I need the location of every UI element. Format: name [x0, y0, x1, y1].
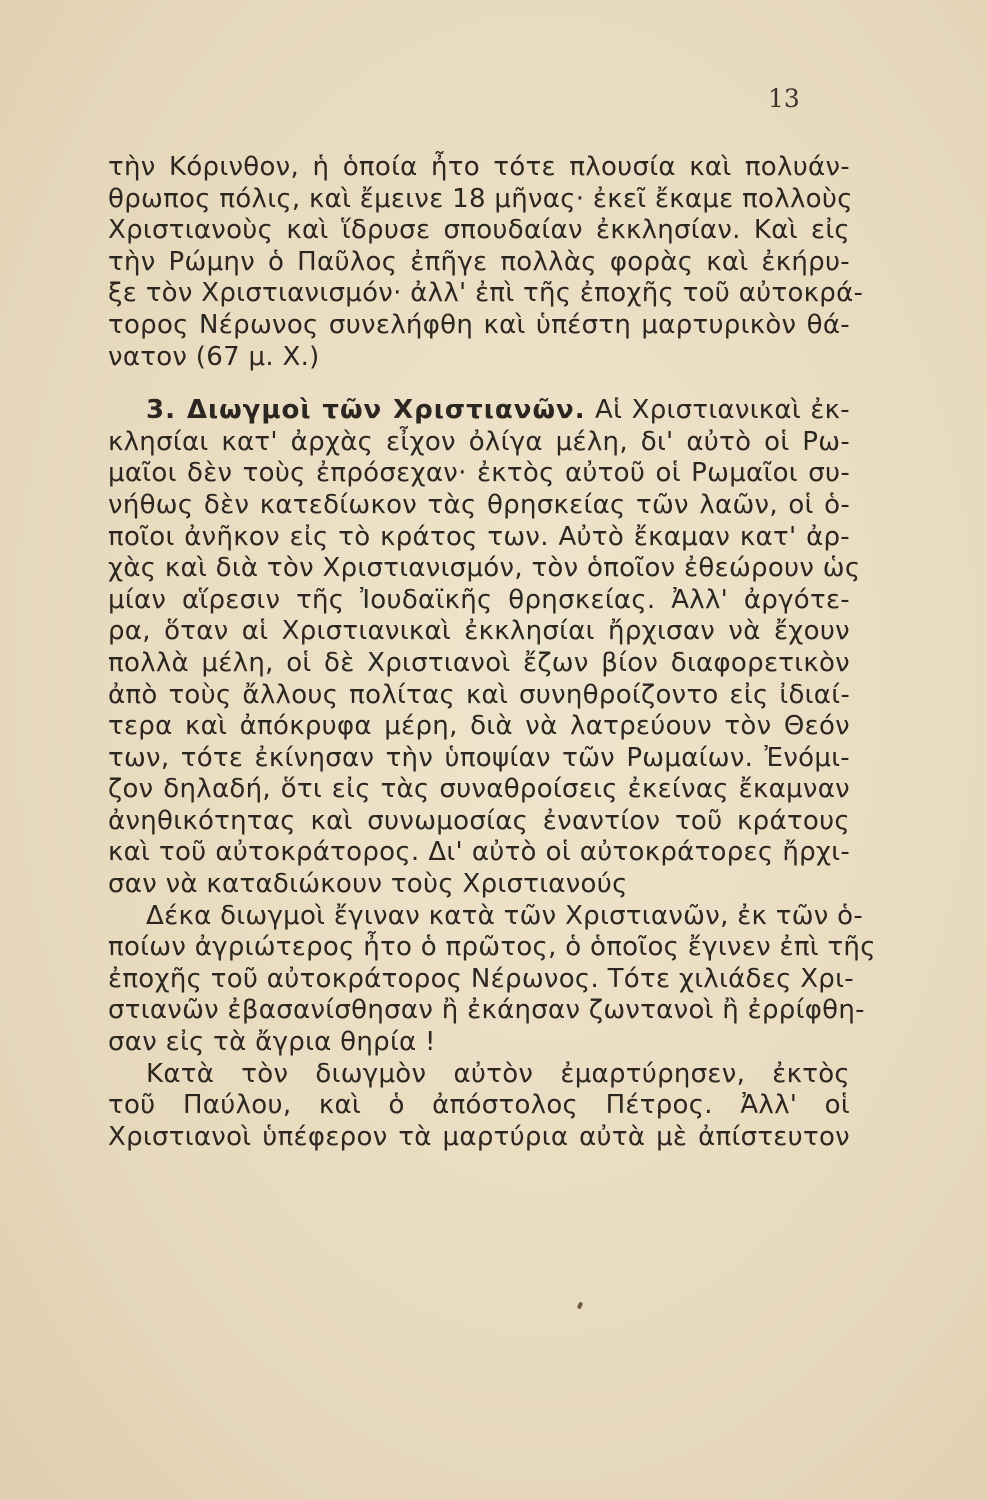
- text-line: Κατὰ τὸν διωγμὸν αὐτὸν ἐμαρτύρησεν, ἐκτὸς: [146, 1058, 850, 1089]
- text-line: Χριστιανοὺς καὶ ἵδρυσε σπουδαίαν ἐκκλησίαν. Καὶ εἰς: [108, 215, 850, 246]
- text-line: μίαν αἵρεσιν τῆς Ἰουδαϊκῆς θρησκείας. Ἀλλ' ἀργότε-: [108, 584, 850, 615]
- text-line: ποίων ἀγριώτερος ἦτο ὁ πρῶτος, ὁ ὁποῖος ἔγινεν ἐπὶ τῆς: [108, 932, 876, 963]
- text-line: χὰς καὶ διὰ τὸν Χριστιανισμόν, τὸν ὁποῖον ἐθεώρουν ὡς: [108, 553, 861, 584]
- text-line: ποῖοι ἀνῆκον εἰς τὸ κράτος των. Αὐτὸ ἔκαμαν κατ' ἀρ-: [108, 521, 850, 552]
- text-line: πολλὰ μέλη, οἱ δὲ Χριστιανοὶ ἔζων βίον διαφορετικὸν: [108, 647, 850, 678]
- text-line: τερα καὶ ἀπόκρυφα μέρη, διὰ νὰ λατρεύουν τὸν Θεόν: [108, 711, 850, 742]
- text-line: νήθως δὲν κατεδίωκον τὰς θρησκείας τῶν λαῶν, οἱ ὁ-: [108, 489, 850, 520]
- text-line: στιανῶν ἐβασανίσθησαν ἢ ἐκάησαν ζωντανοὶ ἢ ἐρρίφθη-: [108, 995, 865, 1026]
- text-line: ξε τὸν Χριστιανισμόν· ἀλλ' ἐπὶ τῆς ἐποχῆς τοῦ αὐτοκρά-: [108, 278, 864, 309]
- text-line: τὴν Κόρινθον, ἡ ὁποία ἦτο τότε πλουσία καὶ πολυάν-: [108, 152, 850, 182]
- ink-speck: [577, 1301, 584, 1309]
- text-line: ζον δηλαδή, ὅτι εἰς τὰς συναθροίσεις ἐκείνας ἔκαμναν: [108, 774, 850, 805]
- text-line: νατον (67 μ. Χ.): [108, 341, 320, 372]
- text-line: ἀνηθικότητας καὶ συνωμοσίας ἐναντίον τοῦ κράτους: [108, 805, 850, 836]
- text-line: σαν εἰς τὰ ἄγρια θηρία !: [108, 1027, 436, 1058]
- text-line: μαῖοι δὲν τοὺς ἐπρόσεχαν· ἐκτὸς αὐτοῦ οἱ Ρωμαῖοι συ-: [108, 458, 850, 489]
- text-line-rest: Αἱ Χριστιανικαὶ ἐκ-: [595, 395, 850, 426]
- text-line: καὶ τοῦ αὐτοκράτορος. Δι' αὐτὸ οἱ αὐτοκράτορες ἤρχι-: [108, 837, 850, 868]
- page-body-text: [108, 152, 876, 1153]
- text-line: των, τότε ἐκίνησαν τὴν ὑποψίαν τῶν Ρωμαίων. Ἐνόμι-: [108, 742, 850, 773]
- section-heading: 3. Διωγμοὶ τῶν Χριστιανῶν.: [146, 395, 586, 426]
- text-line: τὴν Ρώμην ὁ Παῦλος ἐπῆγε πολλὰς φορὰς καὶ ἐκήρυ-: [108, 246, 850, 277]
- text-line: ρα, ὅταν αἱ Χριστιανικαὶ ἐκκλησίαι ἤρχισαν νὰ ἔχουν: [108, 616, 850, 647]
- text-line: ἐποχῆς τοῦ αὐτοκράτορος Νέρωνος. Τότε χιλιάδες Χρι-: [108, 963, 854, 994]
- text-line: Χριστιανοὶ ὑπέφερον τὰ μαρτύρια αὐτὰ μὲ ἀπίστευτον: [108, 1121, 850, 1152]
- text-line: Δέκα διωγμοὶ ἔγιναν κατὰ τῶν Χριστιανῶν, ἐκ τῶν ὁ-: [146, 900, 864, 931]
- text-line: τορος Νέρωνος συνελήφθη καὶ ὑπέστη μαρτυρικὸν θά-: [108, 309, 850, 340]
- text-line: κλησίαι κατ' ἀρχὰς εἶχον ὀλίγα μέλη, δι' αὐτὸ οἱ Ρω-: [108, 426, 850, 457]
- section-heading-line: [108, 395, 850, 427]
- text-line: θρωπος πόλις, καὶ ἔμεινε 18 μῆνας· ἐκεῖ ἔκαμε πολλοὺς: [108, 183, 853, 214]
- page-number: 13: [768, 84, 800, 113]
- text-line: τοῦ Παύλου, καὶ ὁ ἀπόστολος Πέτρος. Ἀλλ' οἱ: [108, 1090, 850, 1121]
- text-line: ἀπὸ τοὺς ἄλλους πολίτας καὶ συνηθροίζοντο εἰς ἰδιαί-: [108, 679, 850, 710]
- text-line: σαν νὰ καταδιώκουν τοὺς Χριστιανούς: [108, 869, 628, 900]
